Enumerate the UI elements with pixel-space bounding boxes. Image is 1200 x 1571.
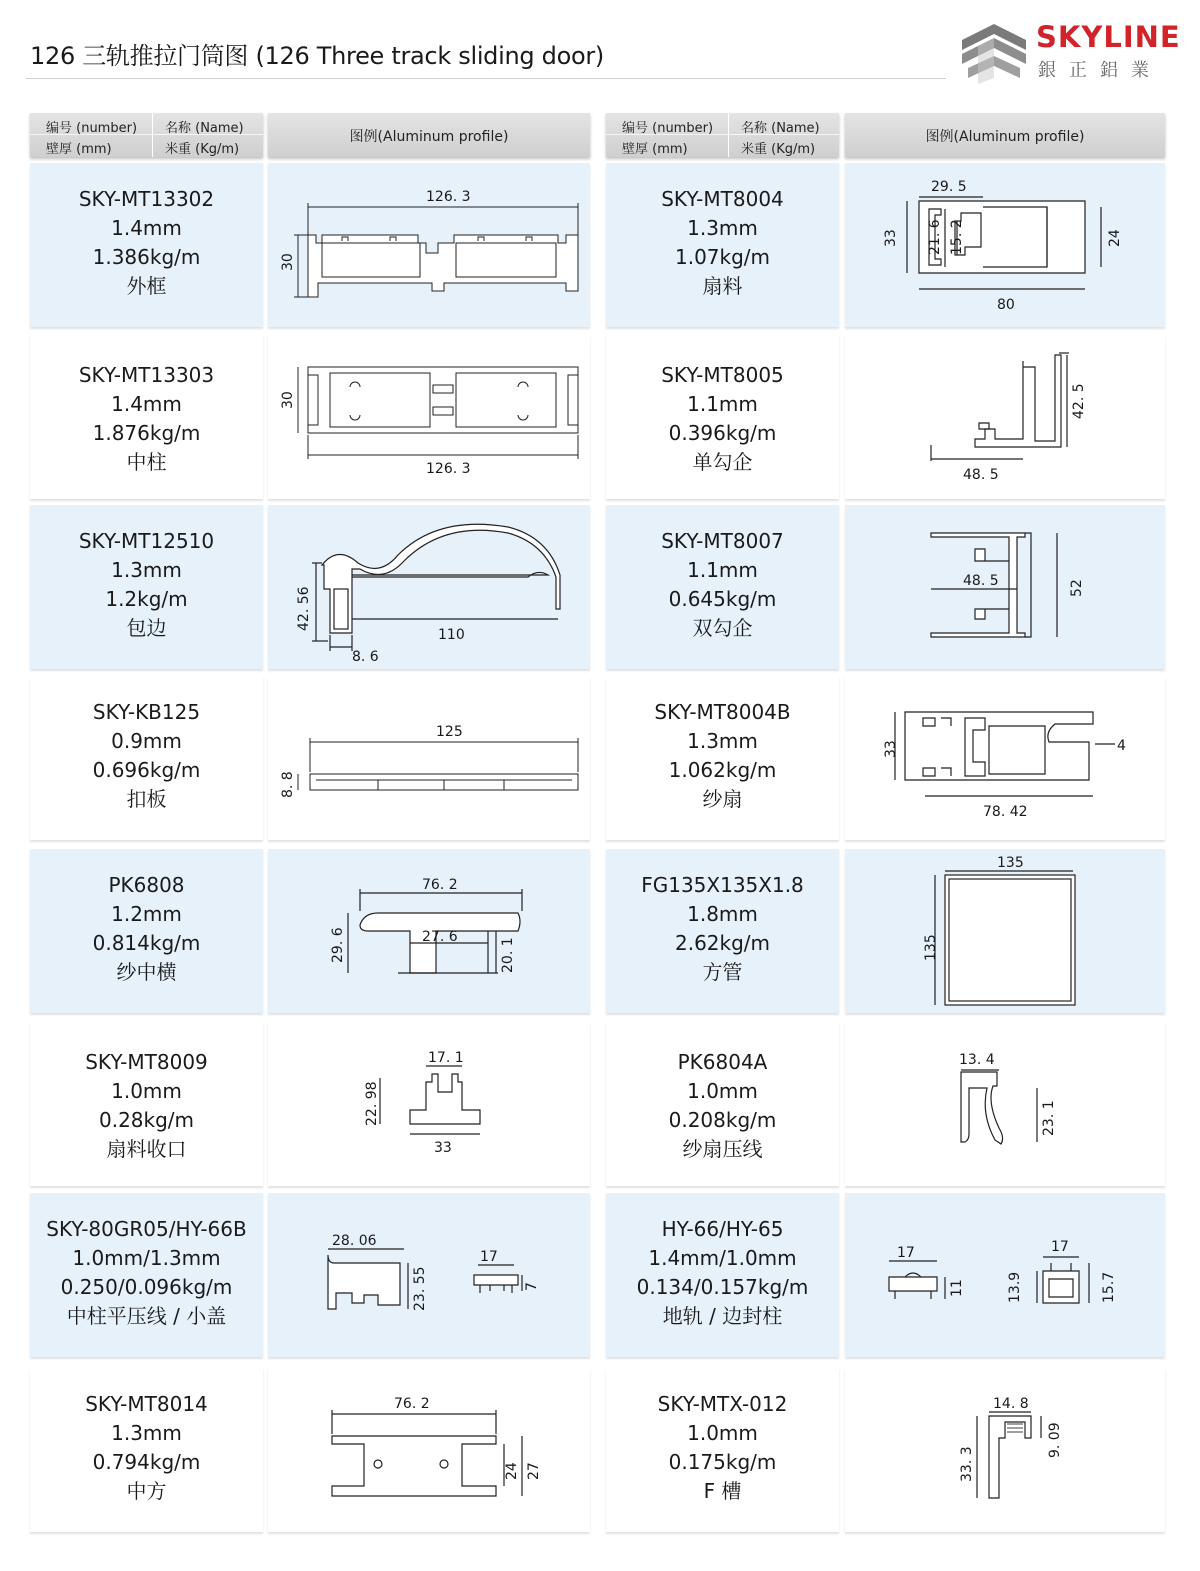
dim-height: 33 (883, 740, 899, 758)
product-weight: 0.208kg/m (668, 1108, 777, 1132)
product-name: 纱中横 (116, 960, 177, 984)
dim-height: 29. 6 (330, 927, 346, 963)
header-weight: 米重 (Kg/m) (741, 142, 816, 157)
product-info-sky-mt12510 (30, 505, 263, 669)
dim-height: 30 (280, 391, 296, 409)
product-code: SKY-MT8014 (85, 1392, 208, 1416)
profile-sash-icon (845, 163, 1165, 327)
dim-width: 28. 06 (332, 1233, 377, 1249)
product-name: 纱扇 (702, 787, 743, 811)
dim-width: 48. 5 (963, 467, 999, 483)
product-weight: 0.794kg/m (92, 1450, 201, 1474)
dim-rail-height: 11 (949, 1279, 965, 1297)
profile-single-hook-icon (845, 335, 1165, 499)
product-info-sky-mt8005 (606, 335, 839, 499)
profile-drawing-pk6808 (268, 849, 590, 1013)
dim-leg: 20. 1 (500, 937, 516, 973)
skyline-logo (958, 18, 1181, 88)
product-name: 外框 (126, 274, 167, 298)
profile-press-line-icon (268, 1193, 590, 1357)
profile-drawing-fg135x135x1-8 (845, 849, 1165, 1013)
product-code: SKY-MT8007 (661, 529, 784, 553)
header-number: 编号 (number) (622, 121, 714, 136)
product-weight: 0.645kg/m (668, 587, 777, 611)
product-code: SKY-MT8004B (654, 700, 791, 724)
profile-floor-rail-icon (845, 1193, 1165, 1357)
product-weight: 0.28kg/m (98, 1108, 195, 1132)
product-name: 地轨 / 边封柱 (662, 1304, 783, 1328)
product-thickness: 1.4mm (111, 392, 182, 416)
product-name: 单勾企 (692, 450, 753, 474)
dim-post-height-b: 15.7 (1101, 1271, 1117, 1303)
header-name: 名称 (Name) (741, 121, 820, 136)
dim-height: 42. 56 (296, 586, 312, 631)
profile-drawing-sky-80gr05 (268, 1193, 590, 1357)
logo-subtitle: 銀正鋁業 (1038, 60, 1162, 81)
profile-drawing-sky-mt12510 (268, 505, 590, 669)
dim-height: 33 (883, 229, 899, 247)
profile-drawing-sky-mt8004b (845, 676, 1165, 840)
product-thickness: 1.4mm/1.0mm (648, 1246, 797, 1270)
product-info-sky-mt13302 (30, 163, 263, 327)
dim-post-width: 17 (1051, 1239, 1069, 1255)
product-code: SKY-MT12510 (78, 529, 215, 553)
dim-height: 42. 5 (1071, 383, 1087, 419)
product-weight: 0.696kg/m (92, 758, 201, 782)
product-thickness: 1.4mm (111, 216, 182, 240)
product-info-sky-kb125 (30, 676, 263, 840)
profile-f-channel-icon (845, 1368, 1165, 1532)
profile-cover-plate-icon (268, 676, 590, 840)
product-weight: 0.175kg/m (668, 1450, 777, 1474)
dim-height: 22. 98 (364, 1081, 380, 1126)
dim-height: 23. 1 (1041, 1100, 1057, 1136)
product-name: 双勾企 (692, 616, 753, 640)
profile-middle-post-icon (268, 335, 590, 499)
header-left-info (30, 113, 263, 157)
product-info-sky-mt8009 (30, 1022, 263, 1186)
profile-screen-rail-icon (268, 849, 590, 1013)
product-weight: 1.876kg/m (92, 421, 201, 445)
header-name: 名称 (Name) (165, 121, 244, 136)
dim-slot: 9. 09 (1047, 1422, 1063, 1458)
profile-sash-closer-icon (268, 1022, 590, 1186)
dim-height: 30 (280, 253, 296, 271)
product-thickness: 1.1mm (687, 392, 758, 416)
header-thickness: 壁厚 (mm) (46, 142, 112, 157)
dim-height: 52 (1069, 579, 1085, 597)
dim-width: 13. 4 (959, 1052, 995, 1068)
product-info-sky-mt13303 (30, 335, 263, 499)
product-info-pk6808 (30, 849, 263, 1013)
product-thickness: 1.0mm/1.3mm (72, 1246, 221, 1270)
product-info-sky-mt8007 (606, 505, 839, 669)
product-name: F 槽 (703, 1479, 742, 1503)
product-info-sky-mt8014 (30, 1368, 263, 1532)
product-code: SKY-MT13303 (78, 363, 215, 387)
profile-drawing-sky-mt8004 (845, 163, 1165, 327)
product-thickness: 1.3mm (111, 1421, 182, 1445)
dim-width: 110 (438, 627, 465, 643)
title-rule (26, 78, 946, 79)
dim-width: 76. 2 (394, 1396, 430, 1412)
dim-width: 14. 8 (993, 1396, 1029, 1412)
header-left-profile (268, 113, 590, 157)
profile-double-hook-icon (845, 505, 1165, 669)
profile-drawing-sky-mt13303 (268, 335, 590, 499)
product-info-sky-mtx-012 (606, 1368, 839, 1532)
header-number: 编号 (number) (46, 121, 138, 136)
dim-height: 33. 3 (959, 1446, 975, 1482)
product-name: 扣板 (126, 787, 167, 811)
product-code: SKY-MT8005 (661, 363, 784, 387)
profile-edge-cover-icon (268, 505, 590, 669)
dim-inner-b: 15. 2 (949, 219, 965, 255)
product-thickness: 1.2mm (111, 902, 182, 926)
dim-width: 126. 3 (426, 189, 471, 205)
header-profile: 图例(Aluminum profile) (349, 129, 509, 145)
product-weight: 1.2kg/m (105, 587, 188, 611)
dim-lip: 4 (1117, 738, 1126, 754)
product-weight: 0.396kg/m (668, 421, 777, 445)
product-weight: 0.250/0.096kg/m (60, 1275, 233, 1299)
profile-drawing-pk6804a (845, 1022, 1165, 1186)
profile-drawing-hy-66 (845, 1193, 1165, 1357)
product-thickness: 0.9mm (111, 729, 182, 753)
dim-height: 135 (923, 934, 939, 961)
dim-lip: 8. 6 (352, 649, 379, 665)
profile-middle-square-icon (268, 1368, 590, 1532)
profile-screen-press-line-icon (845, 1022, 1165, 1186)
dim-width: 78. 42 (983, 804, 1028, 820)
dim-height: 27 (526, 1462, 542, 1480)
product-weight: 2.62kg/m (674, 931, 771, 955)
profile-drawing-sky-mt13302 (268, 163, 590, 327)
dim-inner-a: 21. 6 (927, 219, 943, 255)
product-weight: 1.386kg/m (92, 245, 201, 269)
product-info-pk6804a (606, 1022, 839, 1186)
product-info-sky-mt8004b (606, 676, 839, 840)
product-code: SKY-MT8009 (85, 1050, 208, 1074)
product-code: SKY-80GR05/HY-66B (46, 1217, 247, 1241)
product-name: 中柱平压线 / 小盖 (66, 1304, 227, 1328)
product-thickness: 1.8mm (687, 902, 758, 926)
product-code: PK6804A (677, 1050, 768, 1074)
dim-width: 135 (997, 855, 1024, 871)
dim-height: 8. 8 (280, 771, 296, 798)
dim-cap-height: 7 (524, 1282, 540, 1291)
dim-top: 17. 1 (428, 1050, 464, 1066)
profile-drawing-sky-mt8007 (845, 505, 1165, 669)
dim-top: 29. 5 (931, 179, 967, 195)
product-thickness: 1.3mm (687, 729, 758, 753)
product-name: 包边 (126, 616, 167, 640)
product-weight: 1.062kg/m (668, 758, 777, 782)
profile-drawing-sky-kb125 (268, 676, 590, 840)
dim-width: 80 (997, 297, 1015, 313)
product-info-sky-mt8004 (606, 163, 839, 327)
product-thickness: 1.1mm (687, 558, 758, 582)
dim-inner: 27. 6 (422, 929, 458, 945)
dim-width: 126. 3 (426, 461, 471, 477)
dim-post-height-a: 13.9 (1007, 1271, 1023, 1303)
logo-brand: SKYLINE (1036, 20, 1181, 54)
dim-width: 76. 2 (422, 877, 458, 893)
profile-outer-frame-icon (268, 163, 590, 327)
product-name: 纱扇压线 (682, 1137, 763, 1161)
dim-width: 48. 5 (963, 573, 999, 589)
product-info-sky-80gr05 (30, 1193, 263, 1357)
product-name: 中柱 (126, 450, 167, 474)
product-info-hy-66 (606, 1193, 839, 1357)
profile-drawing-sky-mtx-012 (845, 1368, 1165, 1532)
dim-width: 125 (436, 724, 463, 740)
profile-drawing-sky-mt8009 (268, 1022, 590, 1186)
product-weight: 0.814kg/m (92, 931, 201, 955)
product-name: 扇料收口 (106, 1137, 187, 1161)
product-info-fg135x135x1-8 (606, 849, 839, 1013)
dim-right-height: 24 (1107, 229, 1123, 247)
dim-cap-width: 17 (480, 1249, 498, 1265)
product-code: SKY-KB125 (92, 700, 201, 724)
product-thickness: 1.3mm (687, 216, 758, 240)
dim-inner-height: 24 (504, 1462, 520, 1480)
logo-mark-icon (958, 18, 1038, 88)
header-weight: 米重 (Kg/m) (165, 142, 240, 157)
product-weight: 0.134/0.157kg/m (636, 1275, 809, 1299)
profile-drawing-sky-mt8014 (268, 1368, 590, 1532)
product-weight: 1.07kg/m (674, 245, 771, 269)
profile-square-tube-icon (845, 849, 1165, 1013)
header-thickness: 壁厚 (mm) (622, 142, 688, 157)
header-right-info (606, 113, 839, 157)
dim-rail-width: 17 (897, 1245, 915, 1261)
product-thickness: 1.0mm (687, 1421, 758, 1445)
dim-height: 23. 55 (412, 1266, 428, 1311)
page-title: 126 三轨推拉门筒图 (126 Three track sliding door) (30, 42, 604, 70)
product-thickness: 1.0mm (687, 1079, 758, 1103)
product-code: SKY-MT13302 (78, 187, 215, 211)
product-thickness: 1.3mm (111, 558, 182, 582)
header-profile: 图例(Aluminum profile) (925, 129, 1085, 145)
product-name: 方管 (702, 960, 743, 984)
product-thickness: 1.0mm (111, 1079, 182, 1103)
product-code: FG135X135X1.8 (641, 873, 804, 897)
profile-screen-sash-icon (845, 676, 1165, 840)
product-name: 中方 (126, 1479, 167, 1503)
profile-drawing-sky-mt8005 (845, 335, 1165, 499)
product-code: SKY-MTX-012 (657, 1392, 788, 1416)
product-name: 扇料 (702, 274, 743, 298)
header-right-profile (845, 113, 1165, 157)
product-code: HY-66/HY-65 (661, 1217, 784, 1241)
product-code: SKY-MT8004 (661, 187, 784, 211)
product-code: PK6808 (108, 873, 185, 897)
dim-width: 33 (434, 1140, 452, 1156)
